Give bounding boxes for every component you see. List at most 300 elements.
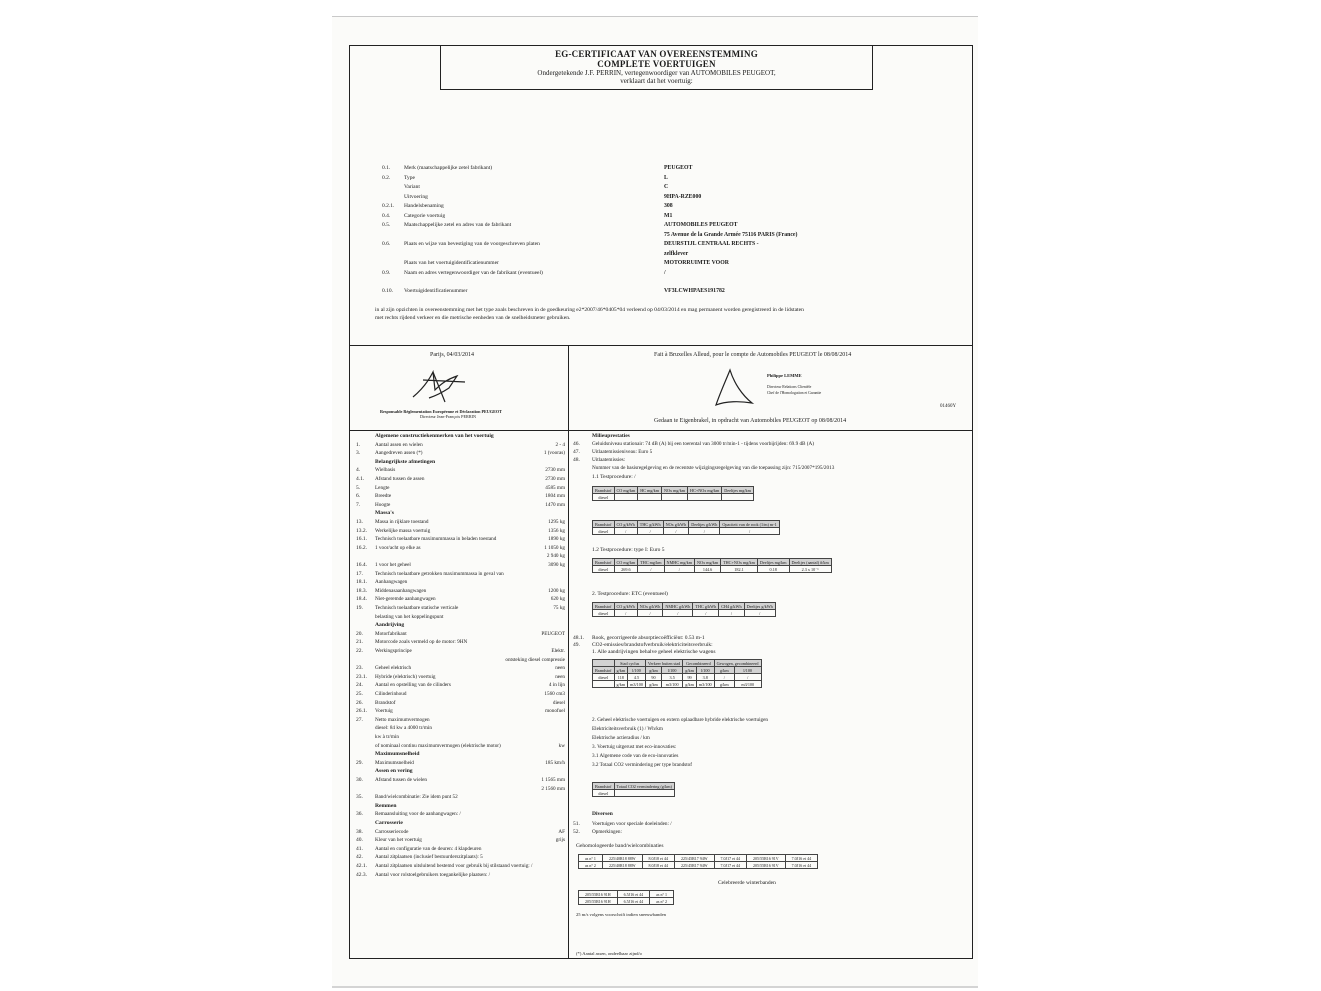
left-item-no: 4.1. (356, 476, 365, 482)
left-item-label: Afstand tussen de assen (375, 476, 425, 482)
winter-tyre-cell: 6.5J16 et 44 (617, 891, 649, 898)
ident-no: 0.6. (382, 241, 391, 247)
left-item-label: Band/wielcombinatie: Zie idem punt 52 (375, 794, 458, 801)
table-cell: g/km (714, 681, 734, 688)
table-cell: g/km (614, 681, 628, 688)
table-header-cell: Brandstof (593, 521, 615, 528)
table-cell: / (714, 674, 734, 681)
left-item-no: 18.4. (356, 596, 367, 603)
table-header-cell: l/100 (662, 667, 683, 674)
intro-line-1: Ondergetekende J.F. PERRIN, vertegenwoordiger van AUTOMOBILES PEUGEOT, (537, 69, 776, 77)
left-section-heading: Belangrijkste afmetingen (375, 458, 436, 465)
table-header-cell: NOx mg/km (695, 559, 721, 566)
winter-tyre-cell: 6.5J16 et 44 (617, 898, 649, 905)
table-cell (661, 494, 687, 501)
left-item-label: Motorfabrikant (375, 630, 407, 637)
table-header-row (593, 783, 675, 790)
test-2-label: 2. Testprocedure: ETC (eventueel) (592, 591, 668, 597)
left-item-no: 16.1. (356, 536, 367, 543)
left-item-label: Geheel elektrisch (375, 665, 412, 672)
left-item-label: Motorcode zoals vermeld op de motor: 9HN (375, 639, 468, 646)
ev-item: 3.2 Totaal CO2 vermindering per type brandstof (592, 762, 692, 768)
table-header-cell: Brandstof (593, 559, 615, 566)
left-section-heading: Maximumsnelheid (375, 751, 420, 758)
table-header-cell: Deeltjes g/kWh (744, 603, 775, 610)
table-cell: / (637, 528, 663, 535)
table-cell (593, 660, 615, 667)
ident-no: 0.10. (382, 288, 393, 294)
table-group-row (593, 660, 762, 667)
table-header-cell: Brandstof (593, 667, 615, 674)
left-item-label: Cilinderinhoud (375, 691, 407, 697)
table-cell: / (719, 610, 744, 617)
ev-item: 2. Geheel elektrische voertuigen en extern oplaadbare hybride elektrische voertuigen (592, 717, 769, 723)
left-item-value: 1295 kg (548, 519, 565, 525)
emissions-table-2 (592, 602, 776, 617)
left-item-label: belasting van het koppelingspunt (375, 613, 444, 620)
ident-no: 0.4. (382, 212, 391, 219)
ident-label: Voertuigidentificatienummer (404, 288, 468, 294)
table-header-cell: THC g/kWh (637, 521, 663, 528)
ident-value: VF3LCWHPAES191782 (664, 288, 725, 294)
left-item-label: 1 voor/acht op elke as (375, 544, 421, 551)
left-item-value: 1890 kg (548, 536, 565, 543)
left-item-no: 16.4. (356, 562, 367, 568)
table-cell: / (614, 610, 637, 617)
ident-value: C (664, 184, 669, 190)
right-signature (712, 365, 762, 410)
conformity-line-2: met rechts rijdend verkeer en die metrische eenheden van de snelheidsmeter gebruiken. (375, 315, 571, 321)
winter-tyre-cell: 205/55R16 91H (579, 891, 618, 898)
table-header-row (593, 487, 754, 494)
left-item-label: Werkelijke massa voertuig (375, 527, 431, 534)
winter-tyre-cell: 205/55R16 91H (579, 898, 618, 905)
env-item-label: Nummer van de basisregelgeving en de recentste wijzigingsregelgeving van die toepassing zijn: 715/2007*195/2013 (592, 465, 835, 471)
left-item-value: 1200 kg (548, 587, 565, 594)
env-item-label: Geluidsniveau stationair: 74 dB (A) bij een toerental van 3000 tr/min-1 - tijdens voorbijrijden: 69.9 dB (A) (592, 441, 815, 447)
table-group-cell: Gecombineerd (683, 660, 714, 667)
left-item-label: Hoogte (375, 501, 391, 508)
left-item-no: 26. (356, 699, 363, 706)
left-item-no: 19. (356, 605, 363, 611)
tyre-cell: 205/55R16 91V (746, 855, 785, 862)
tyre-cell: 7.0J16 et 44 (785, 855, 817, 862)
env-item-label: Uitlaatemissieniveau: Euro 5 (592, 449, 653, 455)
left-item-value: 1 1050 kg (544, 544, 565, 551)
left-item-value: 2 - 4 (555, 441, 565, 448)
table-header-row (593, 521, 780, 528)
table-cell: m3/100 (628, 681, 646, 688)
tyre-cell: 7.0J16 et 44 (785, 862, 817, 869)
misc-heading: Diversen (592, 811, 613, 817)
left-section-heading: Assen en vering (375, 768, 413, 775)
table-header-cell: Deeltjes g/kWh (689, 521, 720, 528)
table-header-cell: l/100 (696, 667, 714, 674)
ident-label: Handelsbenaming (404, 203, 444, 209)
ev-item: 3. Voertuig uitgerust met eco-innovaties: (592, 744, 677, 750)
tyre-row (579, 855, 818, 862)
left-signer-line-2: Directeur Jean-François PERRIN (420, 414, 477, 419)
left-section-heading: Massa's (375, 510, 394, 517)
ident-label: Plaats van het voertuigidentificatienummer (404, 260, 499, 266)
left-item-no: 40. (356, 837, 363, 844)
conformity-line-1: in al zijn opzichten in overeenstemming met het type zoals beschreven in de goedkeuring e2*2007/46*0405*04 verleend op 04/03/2014 en mag permanent worden geregistreerd in de lidstaten (375, 307, 804, 313)
table-header-cell: l/100 (628, 667, 646, 674)
table-cell: 0.18 (757, 566, 789, 573)
tyre-cell: 7.0J17 et 44 (714, 855, 746, 862)
left-item-no: 13. (356, 519, 363, 525)
left-item-label: Aantal voor rolstoelgebruikers toegankelijke plaatsen: / (375, 871, 491, 878)
left-item-no: 23.1. (356, 673, 367, 680)
table-cell: g/km (683, 681, 697, 688)
table-header-cell: NMHC mg/km (664, 559, 694, 566)
co2-sub: 1. Alle aandrijvingen behalve geheel elektrische wagens (592, 649, 716, 655)
table-cell: m3/100 (662, 681, 683, 688)
tyre-cell: 225/40R18 88W (602, 862, 642, 869)
divider-signatures-top (349, 345, 973, 346)
table-cell: 144.6 (695, 566, 721, 573)
env-item-no: 46. (573, 441, 580, 447)
env-item-no: 47. (573, 449, 580, 455)
ident-value: L (664, 174, 668, 181)
left-item-no: 30. (356, 777, 363, 783)
snow-note: 25 m/s volgens voorschrift indien sneeuwbanden (576, 912, 666, 917)
left-item-label: diesel: 84 kw a 4000 tr/min (375, 725, 432, 732)
left-item-no: 5. (356, 484, 361, 491)
left-item-no: 3. (356, 450, 361, 457)
left-item-label: Aantal en opstelling van de cilinders (375, 682, 451, 689)
left-item-no: 38. (356, 828, 363, 835)
table-row (593, 790, 675, 797)
table-header-cell: CO mg/km (614, 559, 638, 566)
table-header-row (593, 667, 762, 674)
table-cell: / (664, 566, 694, 573)
left-item-value: 620 kg (550, 596, 565, 603)
environment-heading: Milieuprestaties (592, 433, 630, 439)
table-cell: / (720, 528, 779, 535)
winter-tyre-row (579, 891, 674, 898)
left-item-label: Technisch toelaatbare getrokken maximummassa in geval van (375, 570, 504, 577)
left-item-no: 26.1. (356, 708, 367, 715)
table-header-cell: g/km (683, 667, 697, 674)
left-item-label: Breedte (375, 493, 392, 500)
left-item-value: grijs (555, 837, 565, 844)
table-cell: 3.8 (696, 674, 714, 681)
tyre-cell: as n° 2 (579, 862, 603, 869)
table-group-cell: Gewogen, gecombineerd (714, 660, 761, 667)
env-item-label: Uitlaatemissies: (592, 457, 626, 463)
test-1-2-label: 1.2 Testprocedure: type I: Euro 5 (592, 547, 665, 553)
certificate-subtitle: COMPLETE VOERTUIGEN (597, 59, 716, 69)
eco-table (592, 782, 675, 797)
left-item-value: 1 (vooras) (543, 450, 565, 457)
misc-no: 51. (573, 821, 580, 827)
left-item-value: 2 940 kg (546, 553, 565, 560)
table-cell: g/km (645, 681, 661, 688)
table-cell: m3/100 (734, 681, 761, 688)
table-group-cell: Verkeer buiten stad (645, 660, 682, 667)
table-row (593, 674, 762, 681)
left-item-no: 42. (356, 854, 363, 861)
left-item-value: kw (558, 742, 565, 749)
tyres-table (578, 854, 818, 869)
emissions-table-1-b (592, 520, 780, 535)
left-section-heading: Carrosserie (375, 820, 403, 826)
tyre-cell: as n° 1 (579, 855, 603, 862)
left-item-label: Massa in rijklare toestand (375, 519, 429, 525)
table-cell: / (734, 674, 761, 681)
table-header-cell: CO g/kWh (614, 603, 637, 610)
ident-value: zelfklever (664, 250, 689, 257)
ident-value: MOTORRUIMTE VOOR (664, 260, 729, 266)
table-header-cell: HC+NOx mg/km (688, 487, 722, 494)
table-group-cell: Stad cyclus (614, 660, 645, 667)
table-header-cell: Deeltjes mg/km (722, 487, 754, 494)
ident-label: Categorie voertuig (404, 212, 446, 219)
left-item-value: 75 kg (553, 605, 565, 611)
left-item-value: Elektr. (551, 648, 565, 654)
ident-value: 308 (664, 203, 673, 209)
table-header-row (593, 603, 776, 610)
ident-value: M1 (664, 212, 673, 219)
table-header-cell: Deeltjes (aantal) #/km (789, 559, 831, 566)
ident-label: Maatschappelijke zetel en adres van de fabrikant (404, 222, 512, 228)
table-header-cell: Brandstof (593, 603, 615, 610)
left-item-label: Aantal zitplaatsen uitsluitend bestemd voor gebruik bij stilstaand voertuig: / (375, 863, 533, 869)
left-item-label: Kleur van het voertuig (375, 837, 422, 844)
misc-label: Voertuigen voor speciale doeleinden: / (592, 821, 672, 827)
left-item-value: 1470 mm (545, 501, 565, 508)
left-item-label: of nominaal continu maximumvermogen (elektrische motor) (375, 742, 501, 749)
left-item-no: 21. (356, 639, 363, 646)
ident-value: AUTOMOBILES PEUGEOT (664, 222, 738, 228)
left-item-label: 1 voor het geheel (375, 562, 411, 568)
left-item-value: diesel (552, 699, 565, 706)
tyres-heading: Gehomologeerde band/wielcombinaties (576, 843, 664, 849)
table-row (593, 494, 754, 501)
tyre-cell: 7.0J17 et 44 (714, 862, 746, 869)
left-item-value: 1356 kg (548, 527, 565, 534)
left-signature (405, 362, 475, 407)
table-header-cell: g/km (614, 667, 628, 674)
table-cell: 182.1 (721, 566, 758, 573)
left-item-value: neen (555, 665, 565, 672)
winter-tyre-row (579, 898, 674, 905)
divider-columns (568, 345, 569, 959)
left-item-no: 6. (356, 493, 361, 500)
table-cell: / (663, 610, 693, 617)
right-signer-role-2: Chef de l'Homologation et Garantie (767, 391, 822, 395)
left-item-no: 4. (356, 467, 361, 474)
page-edge-bottom (332, 986, 978, 988)
left-item-label: Maximumsnelheid (375, 759, 414, 766)
ident-value: 9HPA-RZE000 (664, 193, 702, 200)
left-item-no: 41. (356, 845, 363, 852)
tyre-cell: 225/45R17 94W (674, 862, 714, 869)
table-header-cell: Opaciteit van de rook (1/m) m-1 (720, 521, 779, 528)
left-item-label: kw à tr/min (375, 734, 399, 740)
left-signer-line-1: Responsable Réglementation Européenne et Déclaration PEUGEOT (380, 409, 502, 414)
ident-no: 0.5. (382, 222, 391, 228)
table-cell: / (689, 528, 720, 535)
ev-item: Elektrische actieradius / km (592, 735, 650, 741)
misc-no: 52. (573, 829, 580, 835)
left-item-no: 18.1. (356, 579, 367, 586)
table-cell (614, 494, 638, 501)
ev-item: Elektriciteitsverbruik (1) / Wh/km (592, 726, 663, 732)
left-item-no: 29. (356, 759, 363, 766)
left-item-label: Niet-geremde aanhangwagen (375, 596, 436, 603)
left-item-value: 3090 kg (548, 562, 565, 568)
left-item-label: Technisch toelaatbare statische verticale (375, 605, 459, 611)
intro-line-2: verklaart dat het voertuig: (620, 77, 693, 85)
left-item-value: 1 1565 mm (541, 777, 565, 783)
ident-no: 0.2.1. (382, 203, 395, 209)
table-header-cell: g/km (714, 667, 734, 674)
table-row (593, 566, 832, 573)
tyre-row (579, 862, 818, 869)
smoke-no: 48.1. (573, 635, 584, 641)
left-section-heading: Aandrijving (375, 622, 405, 629)
table-header-cell: NMHC g/kWh (663, 603, 693, 610)
left-item-no: 17. (356, 570, 363, 577)
winter-tyres-table (578, 890, 674, 905)
table-header-cell: THC mg/km (638, 559, 664, 566)
left-item-value: AF (558, 828, 565, 835)
table-cell: 118 (614, 674, 628, 681)
table-cell: diesel (593, 790, 615, 797)
table-header-cell: NOx g/kWh (637, 603, 663, 610)
left-item-label: Technisch toelaatbare maximummassa in beladen toestand (375, 536, 497, 543)
ident-label: Uitvoering (404, 193, 428, 200)
ident-value: DEURSTIJL CENTRAAL RECHTS - (664, 241, 759, 247)
left-item-value: 2730 mm (545, 467, 565, 474)
left-item-value: 2730 mm (545, 476, 565, 482)
table-cell: / (744, 610, 775, 617)
misc-label: Opmerkingen: (592, 829, 622, 835)
left-section-heading: Remmen (375, 802, 397, 809)
table-cell (722, 494, 754, 501)
table-cell (638, 494, 662, 501)
left-item-value: PEUGEOT (541, 630, 565, 637)
table-cell (688, 494, 722, 501)
table-row (593, 610, 776, 617)
left-item-no: 24. (356, 682, 363, 689)
left-item-label: Brandstof (375, 699, 396, 706)
table-header-cell: l/100 (734, 667, 761, 674)
left-item-label: Remaansluiting voor de aanhangwagen: / (375, 811, 461, 818)
emissions-table-1-1 (592, 486, 754, 501)
left-item-value: 1804 mm (545, 493, 565, 500)
table-cell: / (614, 528, 637, 535)
left-item-value: monofuel (545, 708, 565, 715)
ident-value: PEUGEOT (664, 165, 693, 171)
left-item-value: 2 1560 mm (541, 785, 565, 792)
table-cell: 2.3 x 10⁻¹ (789, 566, 831, 573)
left-item-no: 22. (356, 648, 363, 654)
snow-heading: Celebreerde winterbanden (718, 880, 776, 886)
table-header-cell: g/km (645, 667, 661, 674)
left-place-date: Parijs, 04/03/2014 (430, 352, 475, 358)
left-item-label: Aantal zitplaatsen (inclusief bestuurderszitplaats): 5 (375, 854, 483, 861)
page-edge-top (332, 16, 978, 17)
tyre-cell: 8.0J18 et 44 (642, 862, 674, 869)
left-item-no: 7. (356, 501, 361, 508)
left-item-label: Lengte (375, 484, 390, 491)
test-1-1-label: 1.1 Testprocedure: / (592, 474, 636, 480)
left-item-label: Afstand tussen de wielen (375, 777, 428, 783)
table-cell: 90 (645, 674, 661, 681)
left-item-value: 4 in lijn (548, 682, 565, 689)
ident-label: Type (404, 174, 415, 181)
left-item-no: 16.2. (356, 544, 367, 551)
winter-tyre-cell: as n° 2 (650, 898, 674, 905)
ev-item: 3.1 Algemene code van de eco-innovaties (592, 753, 679, 759)
right-reference: 01460Y (940, 404, 957, 409)
ident-label: Plaats en wijze van bevestiging van de voorgeschreven platen (404, 241, 540, 247)
left-item-no: 42.3. (356, 871, 367, 878)
ident-no: 0.2. (382, 174, 391, 181)
left-item-no: 27. (356, 716, 363, 723)
table-cell: / (638, 566, 664, 573)
table-cell: diesel (593, 528, 615, 535)
left-item-value: 185 km/h (545, 759, 565, 766)
left-item-label: Wielbasis (375, 467, 396, 474)
table-header-cell: Deeltjes mg/km (757, 559, 789, 566)
tyre-cell: 8.0J18 et 44 (642, 855, 674, 862)
table-cell: / (637, 610, 663, 617)
table-cell: m3/100 (696, 681, 714, 688)
table-header-cell: CO mg/km (614, 487, 638, 494)
table-cell: 4.5 (628, 674, 646, 681)
footnote: (*) Aantal assen, ondeelbaar zijnd/o (576, 951, 642, 956)
left-item-no: 13.2. (356, 527, 367, 534)
right-footer: Gedaan te Eigenbrakel, in opdracht van Automobiles PEUGEOT op 08/08/2014 (654, 418, 847, 424)
ident-label: Naam en adres vertegenwoordiger van de fabrikant (eventueel) (404, 269, 543, 276)
right-signer-role-1: Directeur Relations Clientèle (767, 385, 812, 389)
right-signer-name: Philippe LEMME (767, 373, 802, 378)
left-item-no: 36. (356, 811, 363, 818)
table-cell: diesel (593, 566, 615, 573)
left-item-label: Middenasaanhangwagen (375, 587, 427, 594)
certificate-title: EG-CERTIFICAAT VAN OVEREENSTEMMING (555, 49, 758, 59)
table-header-cell: THC g/kWh (693, 603, 719, 610)
table-header-cell: CH4 g/kWh (719, 603, 744, 610)
winter-tyre-cell: as n° 1 (650, 891, 674, 898)
table-cell: 269.6 (614, 566, 638, 573)
table-cell: / (663, 528, 689, 535)
table-cell: diesel (593, 610, 615, 617)
left-item-no: 42.1. (356, 863, 367, 869)
left-item-label: Aanhangwagen (375, 579, 408, 586)
table-header-cell: HC mg/km (638, 487, 662, 494)
left-item-no: 20. (356, 630, 363, 637)
left-item-value: 1560 cm3 (544, 691, 565, 697)
smoke-label: Rook, gecorrigeerde absorptiecoëfficiënt: 0.53 m-1 (592, 635, 705, 641)
table-cell: diesel (593, 494, 615, 501)
left-item-value: neen (555, 673, 565, 680)
left-item-label: Carrosseriecode (375, 828, 409, 835)
left-item-label: Aantal en configuratie van de deuren: 4 klapdeuren (375, 845, 482, 852)
left-item-label: Hybride (elektrisch) voertuig (375, 673, 436, 680)
co2-table (592, 659, 762, 688)
divider-signatures-bottom (349, 430, 973, 431)
emissions-table-1-2 (592, 558, 832, 573)
table-row (593, 528, 780, 535)
title-box (440, 46, 873, 90)
ident-label: Merk (maatschappelijke zetel fabrikant) (404, 165, 493, 171)
table-header-cell: Totaal CO2 vermindering (g/km) (614, 783, 674, 790)
